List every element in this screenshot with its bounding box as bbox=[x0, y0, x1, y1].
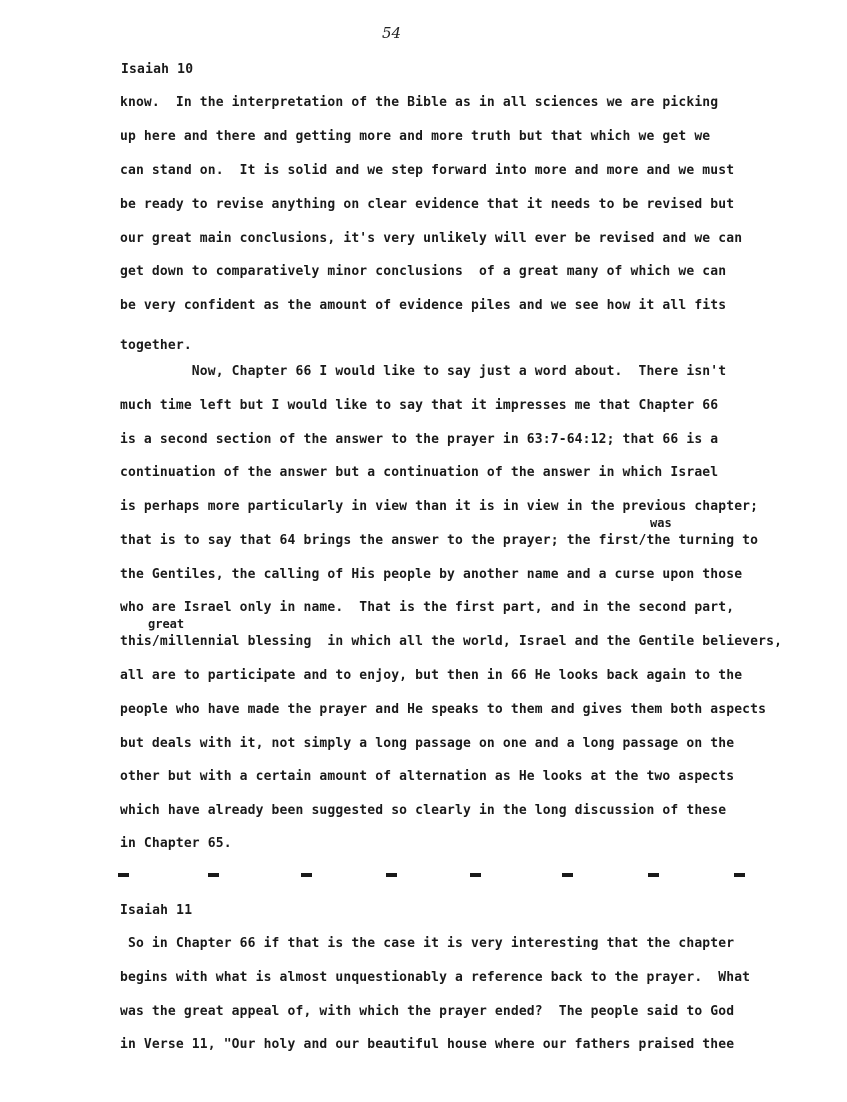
text-line: begins with what is almost unquestionably a reference back to the prayer. What bbox=[120, 970, 751, 985]
separator-dash bbox=[562, 873, 573, 877]
text-line: was the great appeal of, with which the prayer ended? The people said to God bbox=[120, 1004, 735, 1019]
separator-dash bbox=[470, 873, 481, 877]
section-heading-isaiah-11: Isaiah 11 bbox=[120, 903, 193, 918]
text-line: in Chapter 65. bbox=[120, 836, 232, 851]
text-line: in Verse 11, "Our holy and our beautiful house where our fathers praised thee bbox=[120, 1037, 735, 1052]
text-line: is a second section of the answer to the prayer in 63:7-64:12; that 66 is a bbox=[120, 432, 719, 447]
text-line: but deals with it, not simply a long passage on one and a long passage on the bbox=[120, 736, 735, 751]
text-line: is perhaps more particularly in view than it is in view in the previous chapter; bbox=[120, 499, 759, 514]
text-line: can stand on. It is solid and we step forward into more and more and we must bbox=[120, 163, 735, 178]
page-number: 54 bbox=[382, 24, 402, 42]
text-line: know. In the interpretation of the Bible as in all sciences we are picking bbox=[120, 95, 719, 110]
text-line: So in Chapter 66 if that is the case it is very interesting that the chapter bbox=[120, 936, 735, 951]
separator-dash bbox=[386, 873, 397, 877]
text-line: this/millennial blessing in which all the world, Israel and the Gentile believers, bbox=[120, 634, 783, 649]
text-line: be very confident as the amount of evidence piles and we see how it all fits bbox=[120, 298, 727, 313]
text-line: up here and there and getting more and more truth but that which we get we bbox=[120, 129, 711, 144]
section-heading-isaiah-10: Isaiah 10 bbox=[121, 62, 194, 77]
text-line: other but with a certain amount of alternation as He looks at the two aspects bbox=[120, 769, 735, 784]
separator-dash bbox=[734, 873, 745, 877]
text-line: our great main conclusions, it's very unlikely will ever be revised and we can bbox=[120, 231, 743, 246]
text-line: much time left but I would like to say that it impresses me that Chapter 66 bbox=[120, 398, 719, 413]
text-line: that is to say that 64 brings the answer to the prayer; the first/the turning to bbox=[120, 533, 759, 548]
text-line: the Gentiles, the calling of His people by another name and a curse upon those bbox=[120, 567, 743, 582]
handwritten-insertion-was: was bbox=[650, 516, 672, 530]
separator-dash bbox=[301, 873, 312, 877]
handwritten-insertion-great: great bbox=[148, 617, 185, 631]
text-line: people who have made the prayer and He speaks to them and gives them both aspects bbox=[120, 702, 767, 717]
separator-dash bbox=[208, 873, 219, 877]
text-line: get down to comparatively minor conclusions of a great many of which we can bbox=[120, 264, 727, 279]
text-line: Now, Chapter 66 I would like to say just a word about. There isn't bbox=[120, 364, 727, 379]
text-line: which have already been suggested so clearly in the long discussion of these bbox=[120, 803, 727, 818]
text-line: be ready to revise anything on clear evidence that it needs to be revised but bbox=[120, 197, 735, 212]
text-line: all are to participate and to enjoy, but then in 66 He looks back again to the bbox=[120, 668, 743, 683]
text-line: continuation of the answer but a continuation of the answer in which Israel bbox=[120, 465, 719, 480]
text-line: who are Israel only in name. That is the first part, and in the second part, bbox=[120, 600, 735, 615]
text-line: together. bbox=[120, 338, 192, 353]
separator-dash bbox=[648, 873, 659, 877]
separator-dash bbox=[118, 873, 129, 877]
